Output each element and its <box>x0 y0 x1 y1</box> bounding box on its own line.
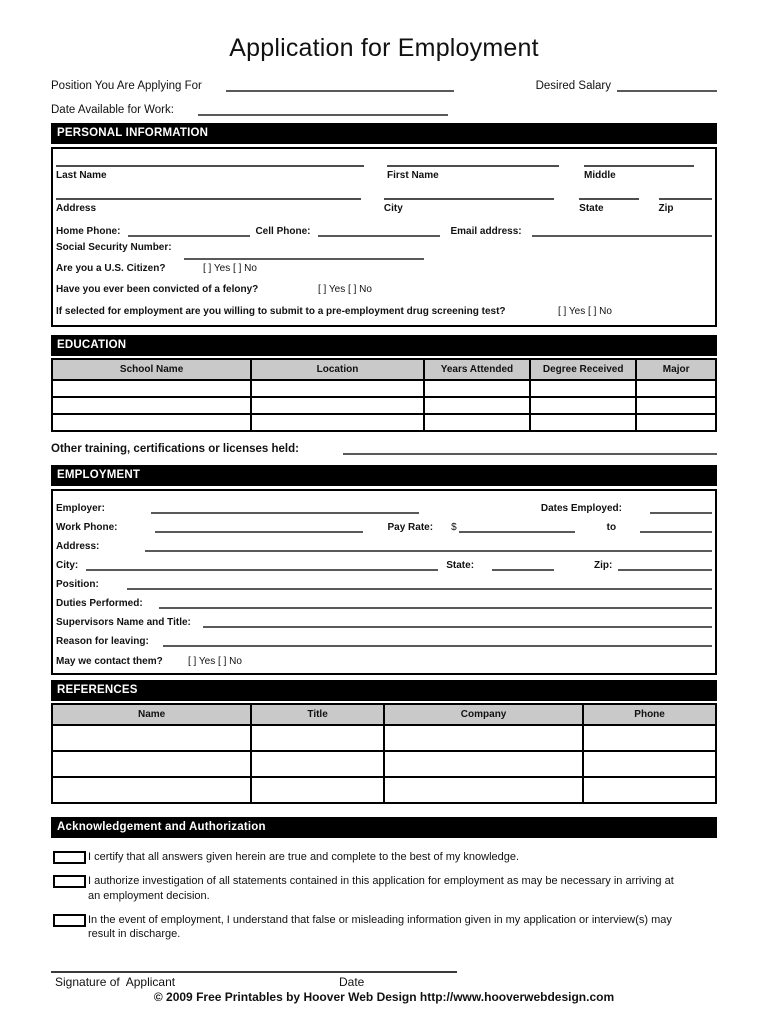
education-cell[interactable] <box>424 414 530 431</box>
work-phone-label: Work Phone: <box>56 522 118 533</box>
employer-zip-label: Zip: <box>594 560 613 571</box>
education-cell[interactable] <box>530 414 636 431</box>
first-name-field[interactable] <box>387 165 559 181</box>
section-header-employment: EMPLOYMENT <box>51 465 717 486</box>
employer-input-line[interactable] <box>151 503 419 514</box>
other-training-input-line[interactable] <box>343 442 717 455</box>
education-table-row <box>52 380 716 397</box>
acknowledgement-item <box>51 874 717 903</box>
position-label: Position: <box>56 579 99 590</box>
references-cell[interactable] <box>52 725 251 751</box>
other-training-row <box>51 442 717 455</box>
education-cell[interactable] <box>52 414 251 431</box>
top-row-date <box>51 103 717 116</box>
duties-performed-input-line[interactable] <box>159 598 712 609</box>
reason-for-leaving-label: Reason for leaving: <box>56 636 149 647</box>
education-cell[interactable] <box>251 397 424 414</box>
middle-name-label: Middle <box>584 170 616 181</box>
education-table-row <box>52 397 716 414</box>
supervisor-name-title-input-line[interactable] <box>203 617 712 628</box>
section-header-personal-information: PERSONAL INFORMATION <box>51 123 717 144</box>
education-cell[interactable] <box>251 380 424 397</box>
pay-rate-to-label: to <box>606 522 617 533</box>
footer-copyright: © 2009 Free Printables by Hoover Web Design http://www.hooverwebdesign.com <box>153 990 615 1005</box>
ssn-label: Social Security Number: <box>56 242 172 253</box>
discharge-checkbox[interactable] <box>53 914 86 927</box>
last-name-field[interactable] <box>56 165 364 181</box>
signature-of-applicant-label: Signature of Applicant <box>55 975 176 990</box>
work-phone-input-line[interactable] <box>155 522 363 533</box>
education-cell[interactable] <box>424 380 530 397</box>
certify-checkbox[interactable] <box>53 851 86 864</box>
employer-city-input-line[interactable] <box>86 560 438 571</box>
references-cell[interactable] <box>384 751 583 777</box>
email-address-input-line[interactable] <box>532 226 712 237</box>
city-label: City <box>383 203 403 214</box>
authorize-checkbox[interactable] <box>53 875 86 888</box>
references-table-row <box>52 725 716 751</box>
employer-state-label: State: <box>446 560 475 571</box>
felony-question: Have you ever been convicted of a felony? <box>56 284 259 295</box>
pay-rate-to-input-line[interactable] <box>640 522 712 533</box>
may-we-contact-yes-no-checkboxes[interactable]: [ ] Yes [ ] No <box>188 656 242 667</box>
home-phone-label: Home Phone: <box>56 226 121 237</box>
education-cell[interactable] <box>636 397 716 414</box>
authorize-statement: I authorize investigation of all statements contained in this application for employment as may be necessary in arriving at an employment decision. <box>88 875 674 902</box>
references-table <box>51 703 717 804</box>
employer-address-input-line[interactable] <box>145 541 712 552</box>
first-name-label: First Name <box>387 170 439 181</box>
education-header-row <box>52 359 716 380</box>
section-header-references: REFERENCES <box>51 680 717 701</box>
zip-label: Zip <box>658 203 674 214</box>
us-citizen-question: Are you a U.S. Citizen? <box>56 263 166 274</box>
last-name-label: Last Name <box>56 170 107 181</box>
employer-zip-input-line[interactable] <box>618 560 712 571</box>
references-col-name: Name <box>52 704 251 725</box>
pay-rate-from-input-line[interactable] <box>459 522 575 533</box>
page-title: Application for Employment <box>229 34 539 62</box>
signature-block <box>51 971 457 989</box>
discharge-statement: In the event of employment, I understand that false or misleading information given in my application or interview(s) may result in discharge. <box>88 913 672 941</box>
education-cell[interactable] <box>52 380 251 397</box>
education-col-major: Major <box>636 359 716 380</box>
email-address-label: Email address: <box>450 226 522 237</box>
education-col-degree-received: Degree Received <box>530 359 636 380</box>
acknowledgement-item <box>51 913 717 942</box>
date-available-input-line[interactable] <box>198 103 448 116</box>
references-cell[interactable] <box>583 777 716 803</box>
employer-state-input-line[interactable] <box>492 560 554 571</box>
dates-employed-label: Dates Employed: <box>540 503 622 514</box>
position-applying-input-line[interactable] <box>226 79 454 92</box>
references-col-company: Company <box>384 704 583 725</box>
desired-salary-input-line[interactable] <box>617 79 717 92</box>
ssn-input-line[interactable] <box>184 249 424 260</box>
references-col-phone: Phone <box>583 704 716 725</box>
references-cell[interactable] <box>384 777 583 803</box>
education-table <box>51 358 717 432</box>
education-cell[interactable] <box>530 380 636 397</box>
section-header-acknowledgement: Acknowledgement and Authorization <box>51 817 717 838</box>
reason-for-leaving-input-line[interactable] <box>163 636 712 647</box>
top-row-position <box>51 79 717 92</box>
state-label: State <box>579 203 604 214</box>
references-header-row <box>52 704 716 725</box>
acknowledgement-item <box>51 850 717 864</box>
employment-box <box>51 489 717 675</box>
drug-screening-question: If selected for employment are you willing to submit to a pre-employment drug screening test? <box>56 306 506 317</box>
us-citizen-yes-no-checkboxes[interactable]: [ ] Yes [ ] No <box>203 263 257 274</box>
personal-information-box <box>51 147 717 327</box>
address-label: Address <box>56 203 97 214</box>
education-col-location: Location <box>251 359 424 380</box>
education-cell[interactable] <box>52 397 251 414</box>
certify-statement: I certify that all answers given herein are true and complete to the best of my knowledge. <box>88 851 520 863</box>
references-table-row <box>52 751 716 777</box>
references-cell[interactable] <box>52 751 251 777</box>
date-label: Date <box>339 975 365 990</box>
pay-rate-dollar-sign: $ <box>451 522 457 533</box>
home-phone-input-line[interactable] <box>128 226 250 237</box>
references-cell[interactable] <box>384 725 583 751</box>
may-we-contact-question: May we contact them? <box>56 656 163 667</box>
drug-screening-yes-no-checkboxes[interactable]: [ ] Yes [ ] No <box>558 306 612 317</box>
education-cell[interactable] <box>636 414 716 431</box>
other-training-label: Other training, certifications or licenses held: <box>51 443 299 455</box>
references-cell[interactable] <box>52 777 251 803</box>
education-cell[interactable] <box>251 414 424 431</box>
education-cell[interactable] <box>424 397 530 414</box>
section-header-education: EDUCATION <box>51 335 717 356</box>
zip-field[interactable] <box>659 198 712 214</box>
signature-labels-row <box>51 973 457 989</box>
middle-name-field[interactable] <box>584 165 694 181</box>
references-table-row <box>52 777 716 803</box>
employer-city-label: City: <box>56 560 79 571</box>
address-field[interactable] <box>56 198 361 214</box>
pay-rate-label: Pay Rate: <box>387 522 434 533</box>
employer-address-label: Address: <box>56 541 100 552</box>
position-input-line[interactable] <box>127 579 712 590</box>
felony-yes-no-checkboxes[interactable]: [ ] Yes [ ] No <box>318 284 372 295</box>
references-cell[interactable] <box>583 751 716 777</box>
education-col-school-name: School Name <box>52 359 251 380</box>
references-cell[interactable] <box>251 751 384 777</box>
duties-performed-label: Duties Performed: <box>56 598 143 609</box>
cell-phone-label: Cell Phone: <box>255 226 311 237</box>
education-cell[interactable] <box>530 397 636 414</box>
references-cell[interactable] <box>583 725 716 751</box>
desired-salary-label: Desired Salary <box>535 80 611 92</box>
dates-employed-input-line[interactable] <box>650 503 712 514</box>
employer-label: Employer: <box>56 503 105 514</box>
cell-phone-input-line[interactable] <box>318 226 440 237</box>
references-cell[interactable] <box>251 725 384 751</box>
position-applying-label: Position You Are Applying For <box>51 80 202 92</box>
supervisor-name-title-label: Supervisors Name and Title: <box>56 617 191 628</box>
references-cell[interactable] <box>251 777 384 803</box>
date-available-label: Date Available for Work: <box>51 104 174 116</box>
state-field[interactable] <box>579 198 638 214</box>
references-col-title: Title <box>251 704 384 725</box>
education-table-row <box>52 414 716 431</box>
education-cell[interactable] <box>636 380 716 397</box>
city-field[interactable] <box>384 198 554 214</box>
education-col-years-attended: Years Attended <box>424 359 530 380</box>
